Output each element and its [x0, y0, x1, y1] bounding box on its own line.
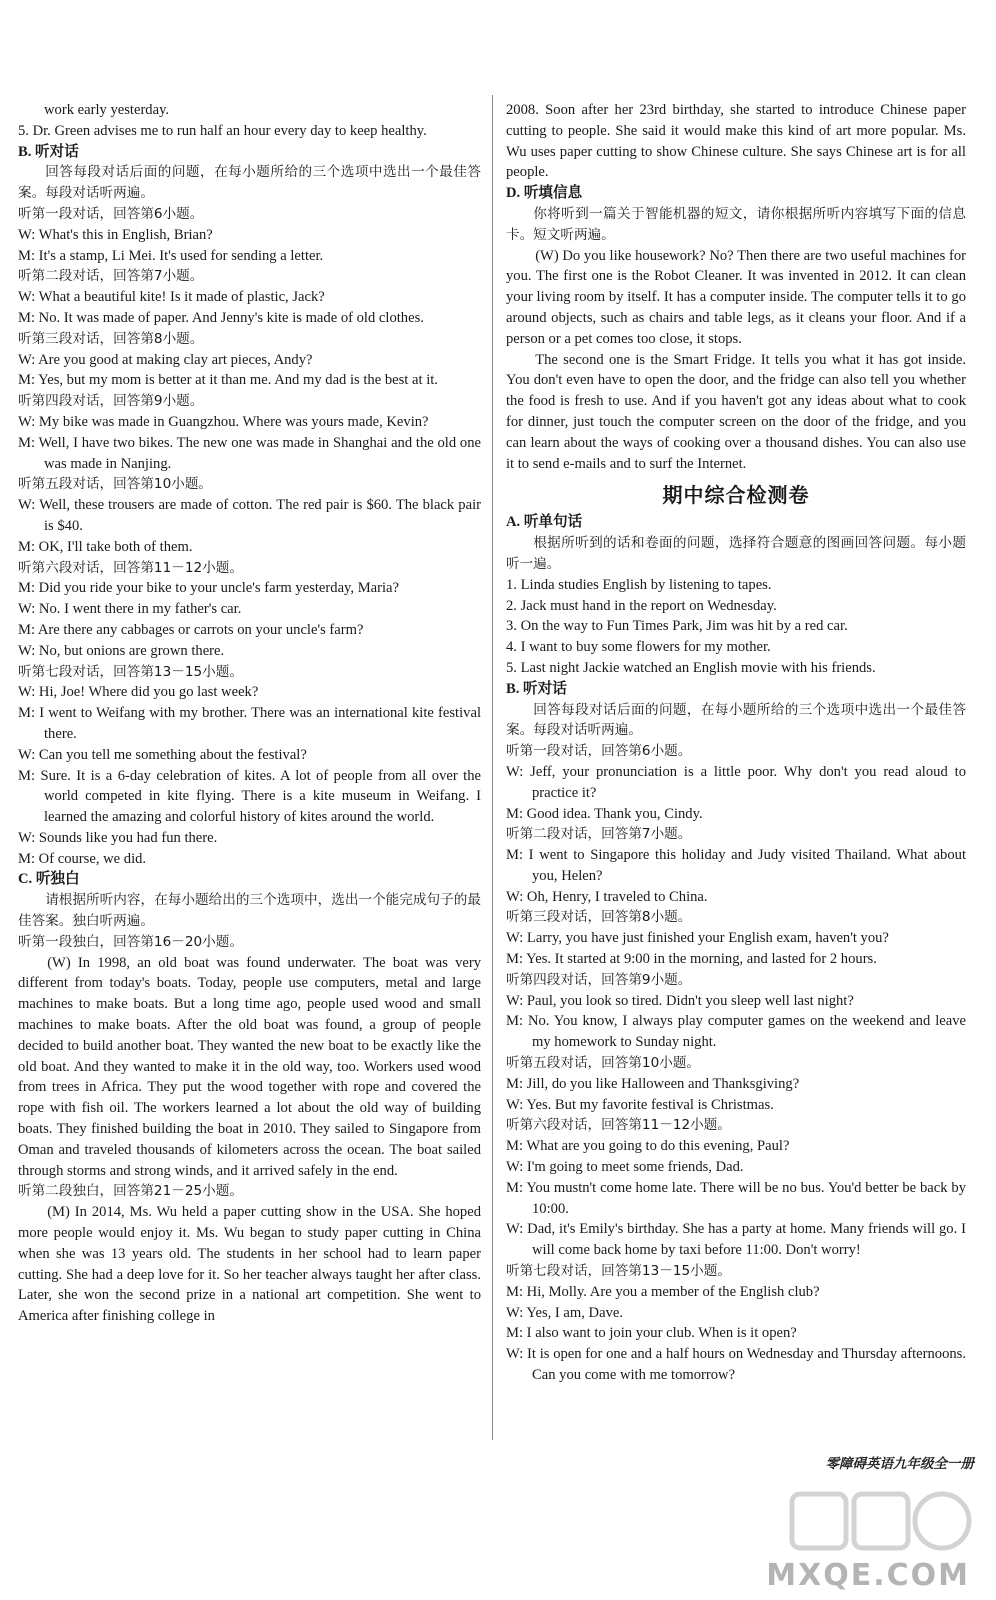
left-line: M: Yes, but my mom is better at it than me. And my dad is the best at it. [18, 372, 438, 389]
right-b-line: W: Yes. But my favorite festival is Christmas. [506, 1096, 774, 1113]
left-line: W: My bike was made in Guangzhou. Where was yours made, Kevin? [18, 413, 429, 430]
left-line: 听第二段独白，回答第21－25小题。 [18, 1183, 243, 1200]
right-b-line: M: What are you going to do this evening, Paul? [506, 1138, 790, 1155]
left-line: 听第一段对话，回答第6小题。 [18, 205, 204, 222]
left-line: 回答每段对话后面的问题，在每小题所给的三个选项中选出一个最佳答案。每段对话听两遍。 [18, 164, 481, 202]
left-line: W: Hi, Joe! Where did you go last week? [18, 684, 259, 701]
right-b-line: W: I'm going to meet some friends, Dad. [506, 1159, 744, 1176]
right-b-line: W: Larry, you have just finished your English exam, haven't you? [506, 930, 889, 947]
left-line: W: What's this in English, Brian? [18, 226, 213, 243]
right-b-line: 听第三段对话，回答第8小题。 [506, 909, 692, 926]
right-b-line: 回答每段对话后面的问题，在每小题所给的三个选项中选出一个最佳答案。每段对话听两遍。 [506, 701, 966, 739]
right-b-line: W: Oh, Henry, I traveled to China. [506, 888, 708, 905]
left-line: 听第四段对话，回答第9小题。 [18, 393, 204, 410]
right-b-line: W: It is open for one and a half hours on Wednesday and Thursday afternoons. Can you come with me tomorrow? [506, 1346, 966, 1384]
left-line: M: Of course, we did. [18, 850, 147, 867]
right-a-line: (W) Do you like housework? No? Then there are two useful machines for you. The first one is the Robot Cleaner. It was invented in 2012. It can clean your living room by itself. It has a computer inside. The computer tells it to go around objects, such as chairs and table legs, as it cleans your floor. And if a person or a pet comes too close, it stops. [506, 247, 966, 347]
right-a-line: The second one is the Smart Fridge. It tells you what it has got inside. You don't even have to open the door, and the fridge can also tell you whether the food is fresh to use. And if you haven't got any ideas about what to cook for dinner, just touch the computer screen on the door of the fridge, and you can learn about the ways of cooking over a thousand dishes. You can also use it to send e-mails and to surf the Internet. [506, 351, 966, 472]
right-b-line: 2. Jack must hand in the report on Wednesday. [506, 597, 777, 614]
left-line: W: No. I went there in my father's car. [18, 601, 242, 618]
right-a-line: 你将听到一篇关于智能机器的短文，请你根据所听内容填写下面的信息卡。短文听两遍。 [506, 205, 966, 243]
right-b-line: 5. Last night Jackie watched an English movie with his friends. [506, 659, 876, 676]
right-b-line: M: Hi, Molly. Are you a member of the English club? [506, 1283, 820, 1300]
left-line: M: I went to Weifang with my brother. There was an international kite festival there. [18, 705, 481, 742]
left-column [18, 100, 481, 1327]
right-b-line: 1. Linda studies English by listening to tapes. [506, 576, 772, 593]
left-line: W: Are you good at making clay art pieces, Andy? [18, 351, 313, 368]
left-line: (M) In 2014, Ms. Wu held a paper cutting show in the USA. She hoped more people would enjoy it. Ms. Wu began to study paper cutting in China when she was 13 years old. The students in her school had to learn paper cutting. She had a deep love for it. So her teacher always taught her after class. Later, she won the second prize in a national art competition. She went to America after finishing college in [18, 1204, 481, 1325]
right-column [506, 100, 966, 1386]
left-line: M: Sure. It is a 6-day celebration of kites. A lot of people from all over the world competed in kite flying. There is a kite museum in Weifang. I learned the amazing and colorful history of kites around the world. [18, 767, 481, 826]
left-line: 听第五段对话，回答第10小题。 [18, 476, 213, 493]
right-column-part-a [506, 100, 966, 474]
right-b-line: M: I also want to join your club. When is it open? [506, 1325, 797, 1342]
left-line: C. 听独白 [18, 871, 80, 888]
right-b-line: W: Paul, you look so tired. Didn't you sleep well last night? [506, 992, 854, 1009]
left-line: work early yesterday. [44, 102, 170, 118]
left-line: W: No, but onions are grown there. [18, 642, 225, 659]
left-line: W: What a beautiful kite! Is it made of plastic, Jack? [18, 289, 325, 306]
left-line: B. 听对话 [18, 143, 79, 160]
right-b-line: M: No. You know, I always play computer games on the weekend and leave my homework to Sunday night. [506, 1013, 966, 1051]
exam-title: 期中综合检测卷 [662, 483, 810, 508]
left-line: 听第二段对话，回答第7小题。 [18, 268, 204, 285]
right-b-line: 听第一段对话，回答第6小题。 [506, 743, 692, 760]
right-b-line: 3. On the way to Fun Times Park, Jim was hit by a red car. [506, 618, 848, 635]
left-line: M: It's a stamp, Li Mei. It's used for sending a letter. [18, 247, 324, 264]
right-a-line: 2008. Soon after her 23rd birthday, she started to introduce Chinese paper cutting to people. She said it would make this kind of art more popular. Ms. Wu uses paper cutting to show Chinese culture. She says Chinese art is for all people. [506, 102, 966, 181]
left-line: 听第一段独白，回答第16－20小题。 [18, 933, 243, 950]
right-b-line: A. 听单句话 [506, 514, 583, 531]
right-b-line: 听第四段对话，回答第9小题。 [506, 971, 692, 988]
left-line: 5. Dr. Green advises me to run half an hour every day to keep healthy. [18, 122, 427, 139]
right-b-line: M: Yes. It started at 9:00 in the morning, and lasted for 2 hours. [506, 951, 877, 968]
right-b-line: M: I went to Singapore this holiday and Judy visited Thailand. What about you, Helen? [506, 847, 966, 884]
right-b-line: W: Jeff, your pronunciation is a little poor. Why don't you read aloud to practice it? [506, 763, 966, 801]
left-line: 听第三段对话，回答第8小题。 [18, 330, 204, 347]
right-b-line: 听第六段对话，回答第11－12小题。 [506, 1117, 731, 1134]
right-b-line: 听第七段对话，回答第13－15小题。 [506, 1263, 731, 1280]
left-line: 请根据所听内容，在每小题给出的三个选项中，选出一个能完成句子的最佳答案。独白听两遍。 [18, 892, 481, 930]
right-b-line: 4. I want to buy some flowers for my mother. [506, 639, 771, 656]
left-line: W: Sounds like you had fun there. [18, 829, 218, 846]
right-b-line: M: You mustn't come home late. There will be no bus. You'd better be back by 10:00. [506, 1179, 966, 1217]
left-line: M: Well, I have two bikes. The new one was made in Shanghai and the old one was made in Nanjing. [18, 434, 481, 472]
left-line: W: Well, these trousers are made of cotton. The red pair is $60. The black pair is $40. [18, 497, 481, 534]
left-line: M: Are there any cabbages or carrots on your uncle's farm? [18, 621, 364, 638]
right-b-line: W: Yes, I am, Dave. [506, 1304, 623, 1321]
column-divider [492, 95, 493, 1440]
right-b-line: M: Jill, do you like Halloween and Thanksgiving? [506, 1075, 800, 1092]
right-b-line: B. 听对话 [506, 680, 567, 697]
left-line: 听第七段对话，回答第13－15小题。 [18, 663, 243, 680]
right-b-line: 听第二段对话，回答第7小题。 [506, 826, 692, 843]
left-line: (W) In 1998, an old boat was found underwater. The boat was very different from today's boats. Today, people use computers, metal and large machines to make boats. But a long time ago, people used wood and small machines to make boats. After the old boat was found, a group of people decided to build another boat. They wanted the new boat to be exactly like the old boat. And they wanted to make it in the old way, too. Workers used wood from trees in Africa. They put the wood together with rope and covered the rope with fish oil. The workers learned a lot about the old way of building boats. They finished building the boat in 2010. They sailed to Singapore from Oman and traveled thousands of kilometers across the ocean. The boat sailed through storms and strong winds, and it arrived safely in the end. [18, 954, 481, 1179]
watermark-text: MXQE.COM [766, 1558, 970, 1593]
right-b-line: 听第五段对话，回答第10小题。 [506, 1055, 701, 1072]
left-line: 听第六段对话，回答第11－12小题。 [18, 559, 243, 576]
right-b-line: 根据所听到的话和卷面的问题，选择符合题意的图画回答问题。每小题听一遍。 [506, 535, 966, 572]
left-line: M: OK, I'll take both of them. [18, 538, 193, 555]
right-b-line: W: Dad, it's Emily's birthday. She has a party at home. Many friends will go. I will come back home by taxi before 11:00. Don't worry! [506, 1221, 966, 1259]
left-line: M: No. It was made of paper. And Jenny's kite is made of old clothes. [18, 309, 424, 326]
right-a-line: D. 听填信息 [506, 185, 583, 202]
left-line: W: Can you tell me something about the festival? [18, 746, 307, 763]
right-b-line: M: Good idea. Thank you, Cindy. [506, 805, 703, 822]
left-line: M: Did you ride your bike to your uncle's farm yesterday, Maria? [18, 580, 400, 597]
right-column-part-b [506, 512, 966, 1385]
book-footer: 零障碍英语九年级全一册 [825, 1456, 974, 1472]
